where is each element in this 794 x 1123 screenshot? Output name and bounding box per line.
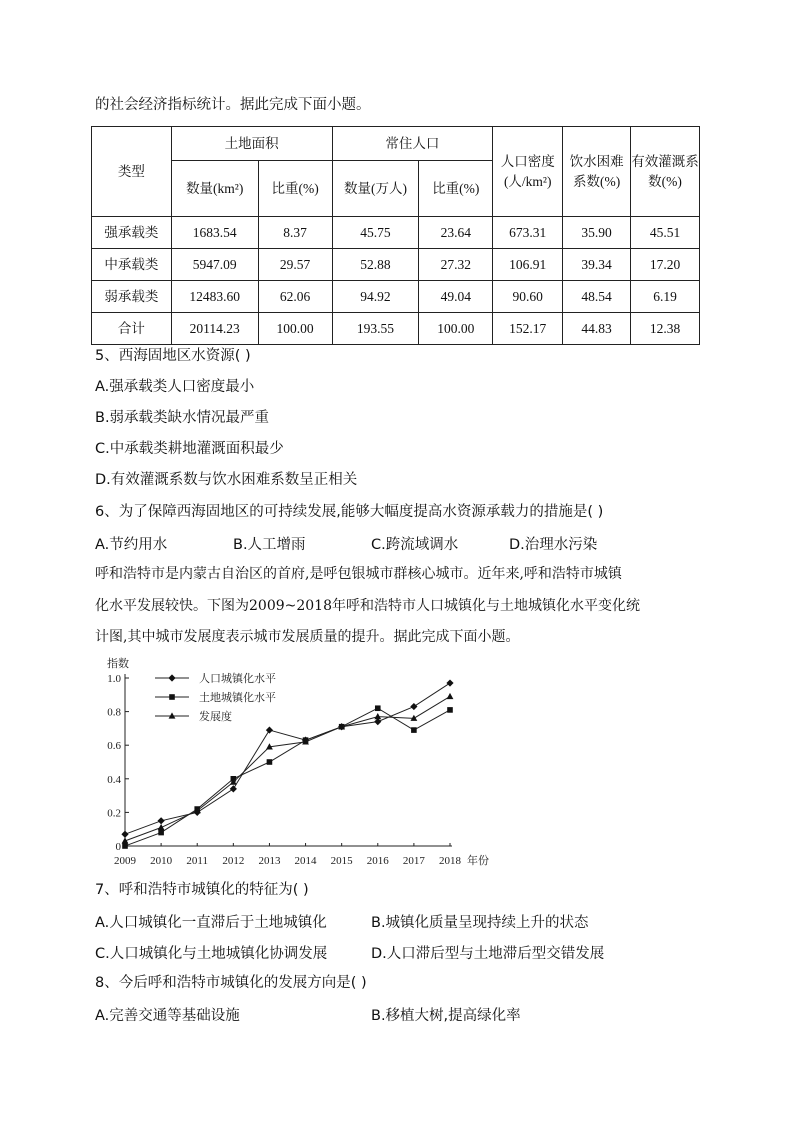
passage-line-3: 计图,其中城市发展度表示城市发展质量的提升。据此完成下面小题。 (95, 629, 520, 645)
question-7-option-c: C.人口城镇化与土地城镇化协调发展 (95, 946, 328, 962)
header-irrigation: 有效灌溉系数(%) (631, 127, 700, 217)
x-tick-label: 2017 (402, 855, 425, 867)
urbanization-line-chart (95, 655, 515, 870)
question-7-option-a: A.人口城镇化一直滞后于土地城镇化 (95, 915, 327, 931)
y-tick-label: 1.0 (107, 673, 121, 685)
statistics-table (91, 126, 700, 345)
cell-irrigation: 45.51 (631, 217, 700, 249)
question-6-option-d: D.治理水污染 (509, 537, 598, 553)
cell-pop: 94.92 (332, 281, 419, 313)
cell-pop-share: 49.04 (419, 281, 493, 313)
cell-pop: 45.75 (332, 217, 419, 249)
data-point-series-1 (410, 703, 417, 710)
cell-pop: 52.88 (332, 249, 419, 281)
x-tick-label: 2009 (114, 855, 136, 867)
legend-label: 土地城镇化水平 (199, 692, 276, 704)
cell-area: 12483.60 (171, 281, 258, 313)
table-row-total (92, 313, 700, 345)
cell-area-share: 62.06 (258, 281, 332, 313)
cell-type: 中承载类 (92, 249, 172, 281)
question-5-option-d: D.有效灌溉系数与饮水困难系数呈正相关 (95, 472, 358, 488)
header-area-share: 比重(%) (258, 161, 332, 217)
cell-area-share: 8.37 (258, 217, 332, 249)
data-point-series-2 (375, 705, 381, 711)
y-tick-label: 0.2 (107, 807, 121, 820)
cell-density: 152.17 (493, 313, 563, 345)
data-point-series-3 (374, 713, 381, 719)
data-point-series-2 (447, 707, 453, 713)
question-5-option-c: C.中承载类耕地灌溉面积最少 (95, 441, 284, 457)
y-tick-label: 0.6 (107, 740, 121, 753)
y-axis-label: 指数 (107, 658, 129, 670)
cell-area: 20114.23 (171, 313, 258, 345)
table-row (92, 217, 700, 249)
y-tick-label: 0 (115, 841, 121, 853)
cell-area: 5947.09 (171, 249, 258, 281)
legend-marker (169, 694, 175, 700)
cell-density: 106.91 (493, 249, 563, 281)
legend-label: 发展度 (199, 711, 232, 723)
cell-area-share: 100.00 (258, 313, 332, 345)
cell-pop-share: 23.64 (419, 217, 493, 249)
legend-marker (168, 674, 175, 681)
header-area-count: 数量(km²) (171, 161, 258, 217)
header-population: 常住人口 (332, 127, 493, 161)
header-pop-count: 数量(万人) (332, 161, 419, 217)
cell-irrigation: 17.20 (631, 249, 700, 281)
data-point-series-2 (158, 830, 164, 836)
data-point-series-1 (266, 726, 273, 733)
cell-irrigation: 6.19 (631, 281, 700, 313)
cell-density: 90.60 (493, 281, 563, 313)
cell-type: 强承载类 (92, 217, 172, 249)
question-5-option-a: A.强承载类人口密度最小 (95, 379, 255, 395)
data-point-series-3 (447, 693, 454, 699)
x-tick-label: 2015 (330, 855, 353, 867)
x-axis-label: 年份 (467, 855, 489, 867)
intro-text: 的社会经济指标统计。据此完成下面小题。 (95, 97, 371, 113)
question-7-stem: 7、呼和浩特市城镇化的特征为( ) (95, 882, 309, 898)
question-6-option-b: B.人工增雨 (233, 537, 306, 553)
header-pop-share: 比重(%) (419, 161, 493, 217)
cell-water: 44.83 (563, 313, 631, 345)
series-line-2 (125, 708, 450, 846)
data-point-series-2 (267, 759, 273, 765)
cell-type: 弱承载类 (92, 281, 172, 313)
question-6-option-c: C.跨流域调水 (371, 537, 459, 553)
header-water-difficulty: 饮水困难系数(%) (563, 127, 631, 217)
x-tick-label: 2012 (222, 855, 245, 867)
cell-water: 48.54 (563, 281, 631, 313)
data-point-series-2 (411, 727, 417, 733)
cell-area: 1683.54 (171, 217, 258, 249)
cell-water: 39.34 (563, 249, 631, 281)
x-tick-label: 2018 (439, 855, 461, 867)
question-5-stem: 5、西海固地区水资源( ) (95, 348, 251, 364)
cell-pop-share: 100.00 (419, 313, 493, 345)
x-tick-label: 2013 (258, 855, 281, 867)
table-row (92, 249, 700, 281)
table-row (92, 281, 700, 313)
data-point-series-1 (121, 831, 128, 838)
cell-water: 35.90 (563, 217, 631, 249)
cell-pop: 193.55 (332, 313, 419, 345)
x-tick-label: 2016 (366, 855, 389, 867)
question-7-option-b: B.城镇化质量呈现持续上升的状态 (371, 915, 589, 931)
question-8-option-a: A.完善交通等基础设施 (95, 1008, 240, 1024)
header-land-area: 土地面积 (171, 127, 332, 161)
data-point-series-2 (122, 843, 128, 849)
passage-line-2: 化水平发展较快。下图为2009~2018年呼和浩特市人口城镇化与土地城镇化水平变化统 (95, 598, 640, 614)
question-7-option-d: D.人口滞后型与土地滞后型交错发展 (371, 946, 605, 962)
y-tick-label: 0.8 (107, 706, 121, 719)
x-tick-label: 2011 (186, 855, 209, 867)
x-tick-label: 2010 (150, 855, 173, 867)
question-6-option-a: A.节约用水 (95, 537, 168, 553)
x-tick-label: 2014 (294, 855, 317, 867)
data-point-series-1 (158, 817, 165, 824)
question-6-stem: 6、为了保障西海固地区的可持续发展,能够大幅度提高水资源承载力的措施是( ) (95, 504, 604, 520)
question-8-option-b: B.移植大树,提高绿化率 (371, 1008, 521, 1024)
data-point-series-1 (230, 785, 237, 792)
y-tick-label: 0.4 (107, 773, 121, 786)
cell-pop-share: 27.32 (419, 249, 493, 281)
header-density: 人口密度(人/km²) (493, 127, 563, 217)
data-point-series-1 (446, 679, 453, 686)
series-line-1 (125, 683, 450, 834)
data-point-series-3 (158, 824, 165, 830)
legend-label: 人口城镇化水平 (199, 673, 276, 685)
header-type: 类型 (92, 127, 172, 217)
question-8-stem: 8、今后呼和浩特市城镇化的发展方向是( ) (95, 975, 367, 991)
cell-density: 673.31 (493, 217, 563, 249)
cell-area-share: 29.57 (258, 249, 332, 281)
question-5-option-b: B.弱承载类缺水情况最严重 (95, 410, 270, 426)
cell-irrigation: 12.38 (631, 313, 700, 345)
passage-line-1: 呼和浩特市是内蒙古自治区的首府,是呼包银城市群核心城市。近年来,呼和浩特市城镇 (95, 566, 622, 582)
cell-type: 合计 (92, 313, 172, 345)
